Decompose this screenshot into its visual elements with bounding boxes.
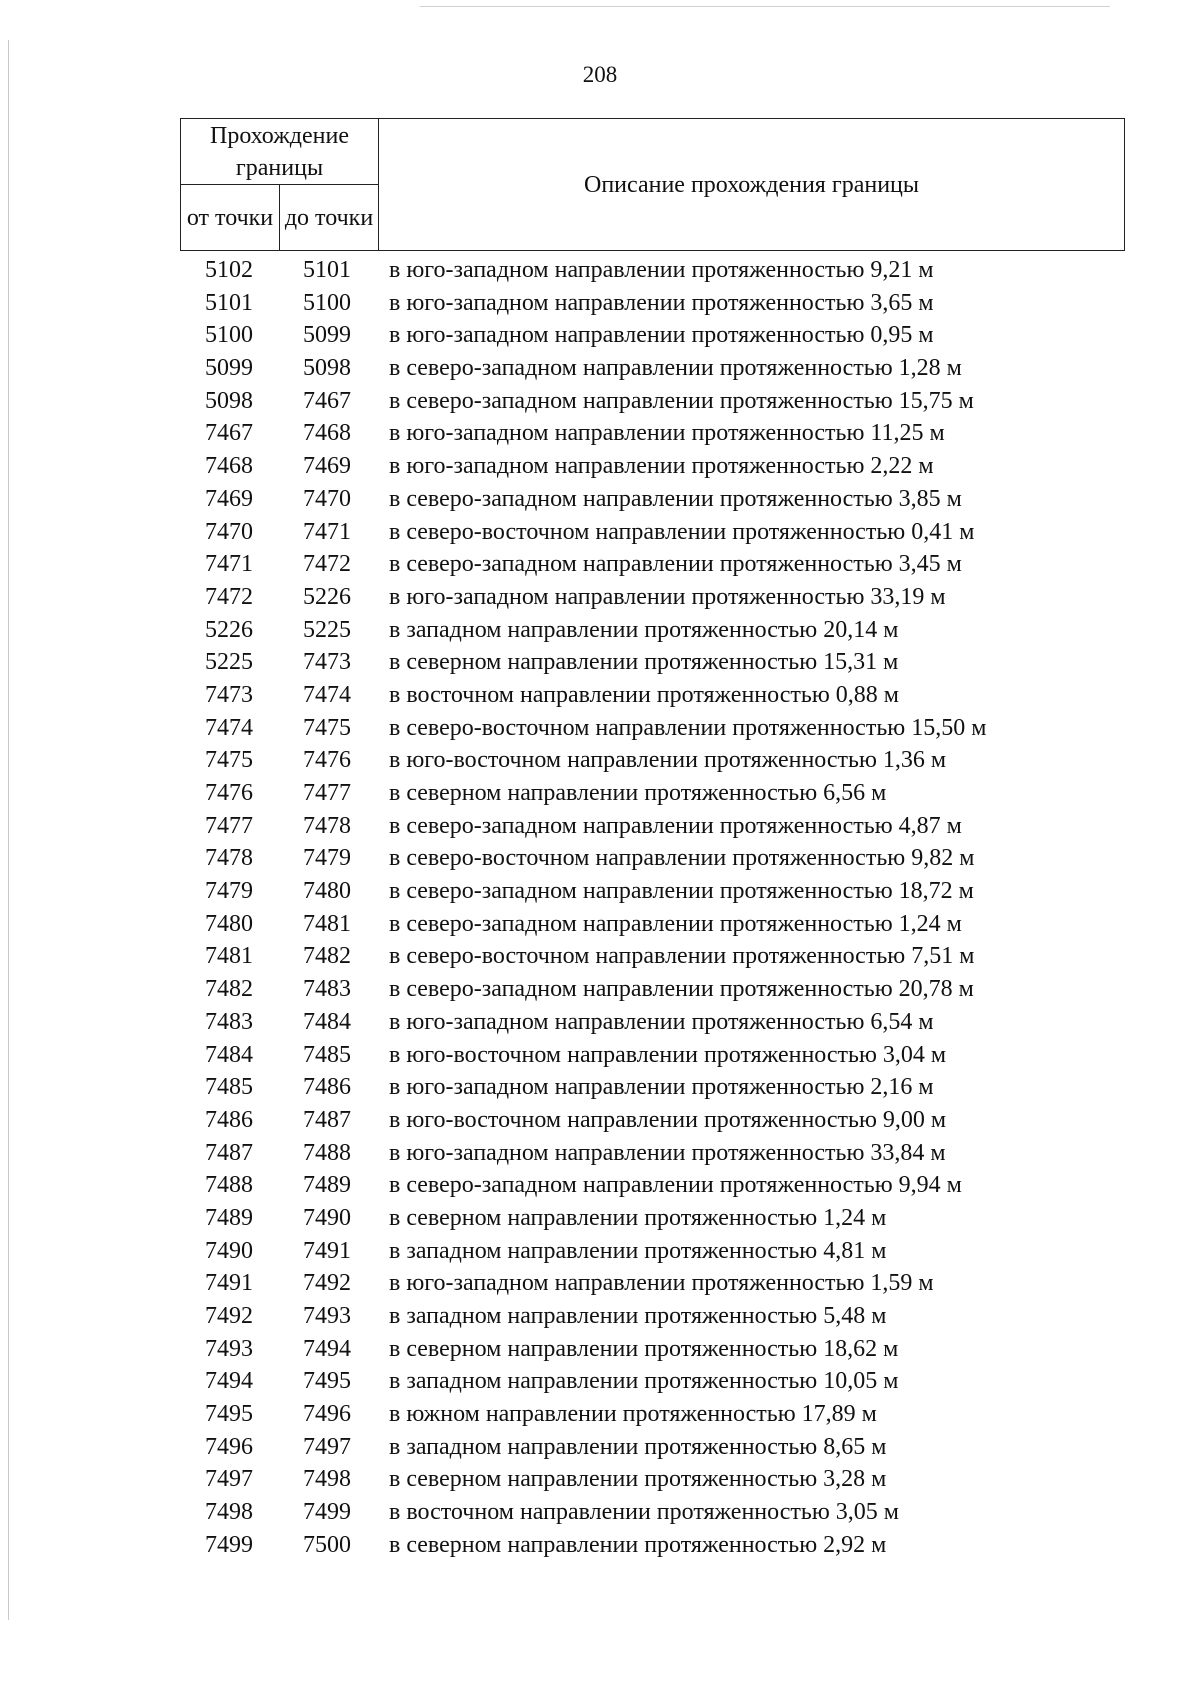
from-point-cell: 7478 <box>205 845 253 872</box>
description-cell: в северо-западном направлении протяженностью 1,28 м <box>389 355 962 382</box>
to-point-cell: 7479 <box>303 845 351 872</box>
from-point-cell: 7488 <box>205 1172 253 1199</box>
description-cell: в северо-западном направлении протяженностью 3,85 м <box>389 485 962 512</box>
description-cell: в северо-западном направлении протяженностью 18,72 м <box>389 878 974 905</box>
to-point-cell: 5100 <box>303 289 351 316</box>
table-row <box>180 614 1125 647</box>
from-point-cell: 7494 <box>205 1368 253 1395</box>
description-cell: в северо-восточном направлении протяженностью 7,51 м <box>389 943 975 970</box>
table-row <box>180 1039 1125 1072</box>
table-row <box>180 1169 1125 1202</box>
table-row <box>180 712 1125 745</box>
description-cell: в западном направлении протяженностью 5,48 м <box>389 1303 887 1329</box>
description-cell: в северо-западном направлении протяженностью 4,87 м <box>389 812 962 839</box>
table-row <box>180 1104 1125 1137</box>
to-point-cell: 5098 <box>303 355 351 382</box>
to-point-cell: 7484 <box>303 1008 351 1035</box>
to-point-cell: 7478 <box>303 812 351 839</box>
table-row <box>180 287 1125 320</box>
to-point-cell: 7488 <box>303 1139 351 1166</box>
description-cell: в северном направлении протяженностью 18,62 м <box>389 1335 899 1362</box>
description-cell: в северо-западном направлении протяженностью 3,45 м <box>389 551 962 578</box>
table-row <box>180 1071 1125 1104</box>
to-point-cell: 7475 <box>303 714 351 741</box>
from-point-cell: 5098 <box>205 387 253 414</box>
from-point-cell: 7485 <box>205 1074 253 1101</box>
to-point-cell: 5099 <box>303 322 351 349</box>
to-point-cell: 7493 <box>303 1303 351 1329</box>
page-number: 208 <box>582 62 618 87</box>
from-point-cell: 5225 <box>205 649 253 676</box>
from-point-cell: 7495 <box>205 1401 253 1428</box>
description-cell: в юго-западном направлении протяженностью 33,19 м <box>389 583 946 610</box>
to-point-cell: 5225 <box>303 616 351 643</box>
table-row <box>180 352 1125 385</box>
from-point-cell: 7482 <box>205 976 253 1003</box>
from-point-cell: 7487 <box>205 1139 253 1166</box>
to-point-cell: 7492 <box>303 1270 351 1297</box>
table-row <box>180 450 1125 483</box>
from-point-cell: 7479 <box>205 878 253 905</box>
description-cell: в северо-западном направлении протяженностью 9,94 м <box>389 1172 962 1199</box>
table-row <box>180 1235 1125 1268</box>
table-row <box>180 908 1125 941</box>
from-point-cell: 7480 <box>205 910 253 937</box>
description-cell: в восточном направлении протяженностью 3,05 м <box>389 1499 899 1526</box>
description-cell: в юго-западном направлении протяженностью 2,16 м <box>389 1074 934 1101</box>
table-row <box>180 777 1125 810</box>
description-cell: в юго-западном направлении протяженностью 11,25 м <box>389 420 945 447</box>
description-cell: в западном направлении протяженностью 8,65 м <box>389 1433 887 1460</box>
description-cell: в северо-западном направлении протяженностью 1,24 м <box>389 910 962 937</box>
to-point-cell: 7495 <box>303 1368 351 1395</box>
description-cell: в восточном направлении протяженностью 0,88 м <box>389 681 899 708</box>
table-row <box>180 548 1125 581</box>
table-row <box>180 679 1125 712</box>
to-point-cell: 5101 <box>303 257 351 283</box>
from-point-cell: 5101 <box>205 289 253 316</box>
to-point-cell: 7500 <box>303 1531 351 1558</box>
table-row <box>180 319 1125 352</box>
to-point-cell: 7494 <box>303 1335 351 1362</box>
to-point-cell: 7470 <box>303 485 351 512</box>
from-point-cell: 7472 <box>205 583 253 610</box>
table-row <box>180 1398 1125 1431</box>
to-point-cell: 7487 <box>303 1106 351 1133</box>
to-point-cell: 7486 <box>303 1074 351 1101</box>
to-point-cell: 7476 <box>303 747 351 774</box>
table-row <box>180 1431 1125 1464</box>
description-cell: в северном направлении протяженностью 1,24 м <box>389 1204 887 1231</box>
scan-edge-line <box>8 40 9 1620</box>
description-cell: в юго-западном направлении протяженностью 9,21 м <box>389 257 934 283</box>
header-description-cell: Описание прохождения границы <box>379 119 1125 251</box>
from-point-cell: 7481 <box>205 943 253 970</box>
description-cell: в юго-западном направлении протяженностью 2,22 м <box>389 453 934 480</box>
header-to-cell: до точки <box>280 185 379 251</box>
from-point-cell: 7484 <box>205 1041 253 1068</box>
from-point-cell: 7476 <box>205 780 253 806</box>
table-row <box>180 483 1125 516</box>
to-point-cell: 7499 <box>303 1499 351 1526</box>
header-table <box>180 118 1125 251</box>
from-point-cell: 5100 <box>205 322 253 349</box>
to-point-cell: 7469 <box>303 453 351 480</box>
to-point-cell: 7467 <box>303 387 351 414</box>
to-point-cell: 7468 <box>303 420 351 447</box>
to-point-cell: 7489 <box>303 1172 351 1199</box>
from-point-cell: 7469 <box>205 485 253 512</box>
table-header <box>180 118 1125 251</box>
table-row <box>180 1300 1125 1333</box>
table-row <box>180 254 1125 287</box>
from-point-cell: 7475 <box>205 747 253 774</box>
description-cell: в северо-западном направлении протяженностью 15,75 м <box>389 387 974 414</box>
description-cell: в северо-западном направлении протяженностью 20,78 м <box>389 976 974 1003</box>
header-group-cell: Прохождение границы <box>181 119 379 185</box>
description-cell: в северном направлении протяженностью 6,56 м <box>389 780 887 806</box>
table-row <box>180 581 1125 614</box>
to-point-cell: 7471 <box>303 518 351 545</box>
scan-edge-line <box>420 6 1110 7</box>
description-cell: в юго-восточном направлении протяженностью 1,36 м <box>389 747 947 774</box>
to-point-cell: 7497 <box>303 1433 351 1460</box>
from-point-cell: 7474 <box>205 714 253 741</box>
to-point-cell: 7473 <box>303 649 351 676</box>
from-point-cell: 7477 <box>205 812 253 839</box>
table-row <box>180 973 1125 1006</box>
from-point-cell: 7497 <box>205 1466 253 1493</box>
header-from-cell: от точки <box>181 185 280 251</box>
table-row <box>180 1529 1125 1562</box>
table-row <box>180 744 1125 777</box>
from-point-cell: 7486 <box>205 1106 253 1133</box>
description-cell: в юго-западном направлении протяженностью 3,65 м <box>389 289 934 316</box>
table-row <box>180 1463 1125 1496</box>
from-point-cell: 7471 <box>205 551 253 578</box>
description-cell: в западном направлении протяженностью 20,14 м <box>389 616 899 643</box>
description-cell: в юго-западном направлении протяженностью 0,95 м <box>389 322 934 349</box>
description-cell: в юго-восточном направлении протяженностью 3,04 м <box>389 1041 947 1068</box>
from-point-cell: 7470 <box>205 518 253 545</box>
from-point-cell: 7467 <box>205 420 253 447</box>
to-point-cell: 7482 <box>303 943 351 970</box>
table-row <box>180 646 1125 679</box>
description-cell: в южном направлении протяженностью 17,89 м <box>389 1401 877 1428</box>
from-point-cell: 7489 <box>205 1204 253 1231</box>
description-cell: в юго-западном направлении протяженностью 1,59 м <box>389 1270 934 1297</box>
table-row <box>180 1496 1125 1529</box>
table-row <box>180 940 1125 973</box>
table-body <box>180 254 1125 1562</box>
table-row <box>180 842 1125 875</box>
table-row <box>180 417 1125 450</box>
table-row <box>180 1202 1125 1235</box>
to-point-cell: 7483 <box>303 976 351 1003</box>
description-cell: в северном направлении протяженностью 3,28 м <box>389 1466 887 1493</box>
table-row <box>180 385 1125 418</box>
description-cell: в юго-западном направлении протяженностью 33,84 м <box>389 1139 946 1166</box>
table-row <box>180 1267 1125 1300</box>
to-point-cell: 7472 <box>303 551 351 578</box>
from-point-cell: 7492 <box>205 1303 253 1329</box>
description-cell: в северном направлении протяженностью 15,31 м <box>389 649 899 676</box>
table-row <box>180 1006 1125 1039</box>
description-cell: в юго-западном направлении протяженностью 6,54 м <box>389 1008 934 1035</box>
to-point-cell: 7496 <box>303 1401 351 1428</box>
to-point-cell: 7491 <box>303 1237 351 1264</box>
to-point-cell: 7481 <box>303 910 351 937</box>
to-point-cell: 7474 <box>303 681 351 708</box>
from-point-cell: 7498 <box>205 1499 253 1526</box>
description-cell: в западном направлении протяженностью 4,81 м <box>389 1237 887 1264</box>
to-point-cell: 7480 <box>303 878 351 905</box>
from-point-cell: 7468 <box>205 453 253 480</box>
from-point-cell: 7499 <box>205 1531 253 1558</box>
to-point-cell: 5226 <box>303 583 351 610</box>
table-row <box>180 810 1125 843</box>
description-cell: в северо-восточном направлении протяженностью 9,82 м <box>389 845 975 872</box>
table-row <box>180 1365 1125 1398</box>
from-point-cell: 7473 <box>205 681 253 708</box>
from-point-cell: 7483 <box>205 1008 253 1035</box>
description-cell: в северном направлении протяженностью 2,92 м <box>389 1531 887 1558</box>
to-point-cell: 7498 <box>303 1466 351 1493</box>
to-point-cell: 7490 <box>303 1204 351 1231</box>
description-cell: в юго-восточном направлении протяженностью 9,00 м <box>389 1106 947 1133</box>
description-cell: в северо-восточном направлении протяженностью 15,50 м <box>389 714 987 741</box>
from-point-cell: 7490 <box>205 1237 253 1264</box>
from-point-cell: 7496 <box>205 1433 253 1460</box>
table-row <box>180 1137 1125 1170</box>
from-point-cell: 5226 <box>205 616 253 643</box>
description-cell: в западном направлении протяженностью 10,05 м <box>389 1368 899 1395</box>
table-row <box>180 875 1125 908</box>
description-cell: в северо-восточном направлении протяженностью 0,41 м <box>389 518 975 545</box>
from-point-cell: 5099 <box>205 355 253 382</box>
to-point-cell: 7485 <box>303 1041 351 1068</box>
to-point-cell: 7477 <box>303 780 351 806</box>
from-point-cell: 7491 <box>205 1270 253 1297</box>
from-point-cell: 5102 <box>205 257 253 283</box>
table-row <box>180 1333 1125 1366</box>
table-row <box>180 516 1125 549</box>
from-point-cell: 7493 <box>205 1335 253 1362</box>
